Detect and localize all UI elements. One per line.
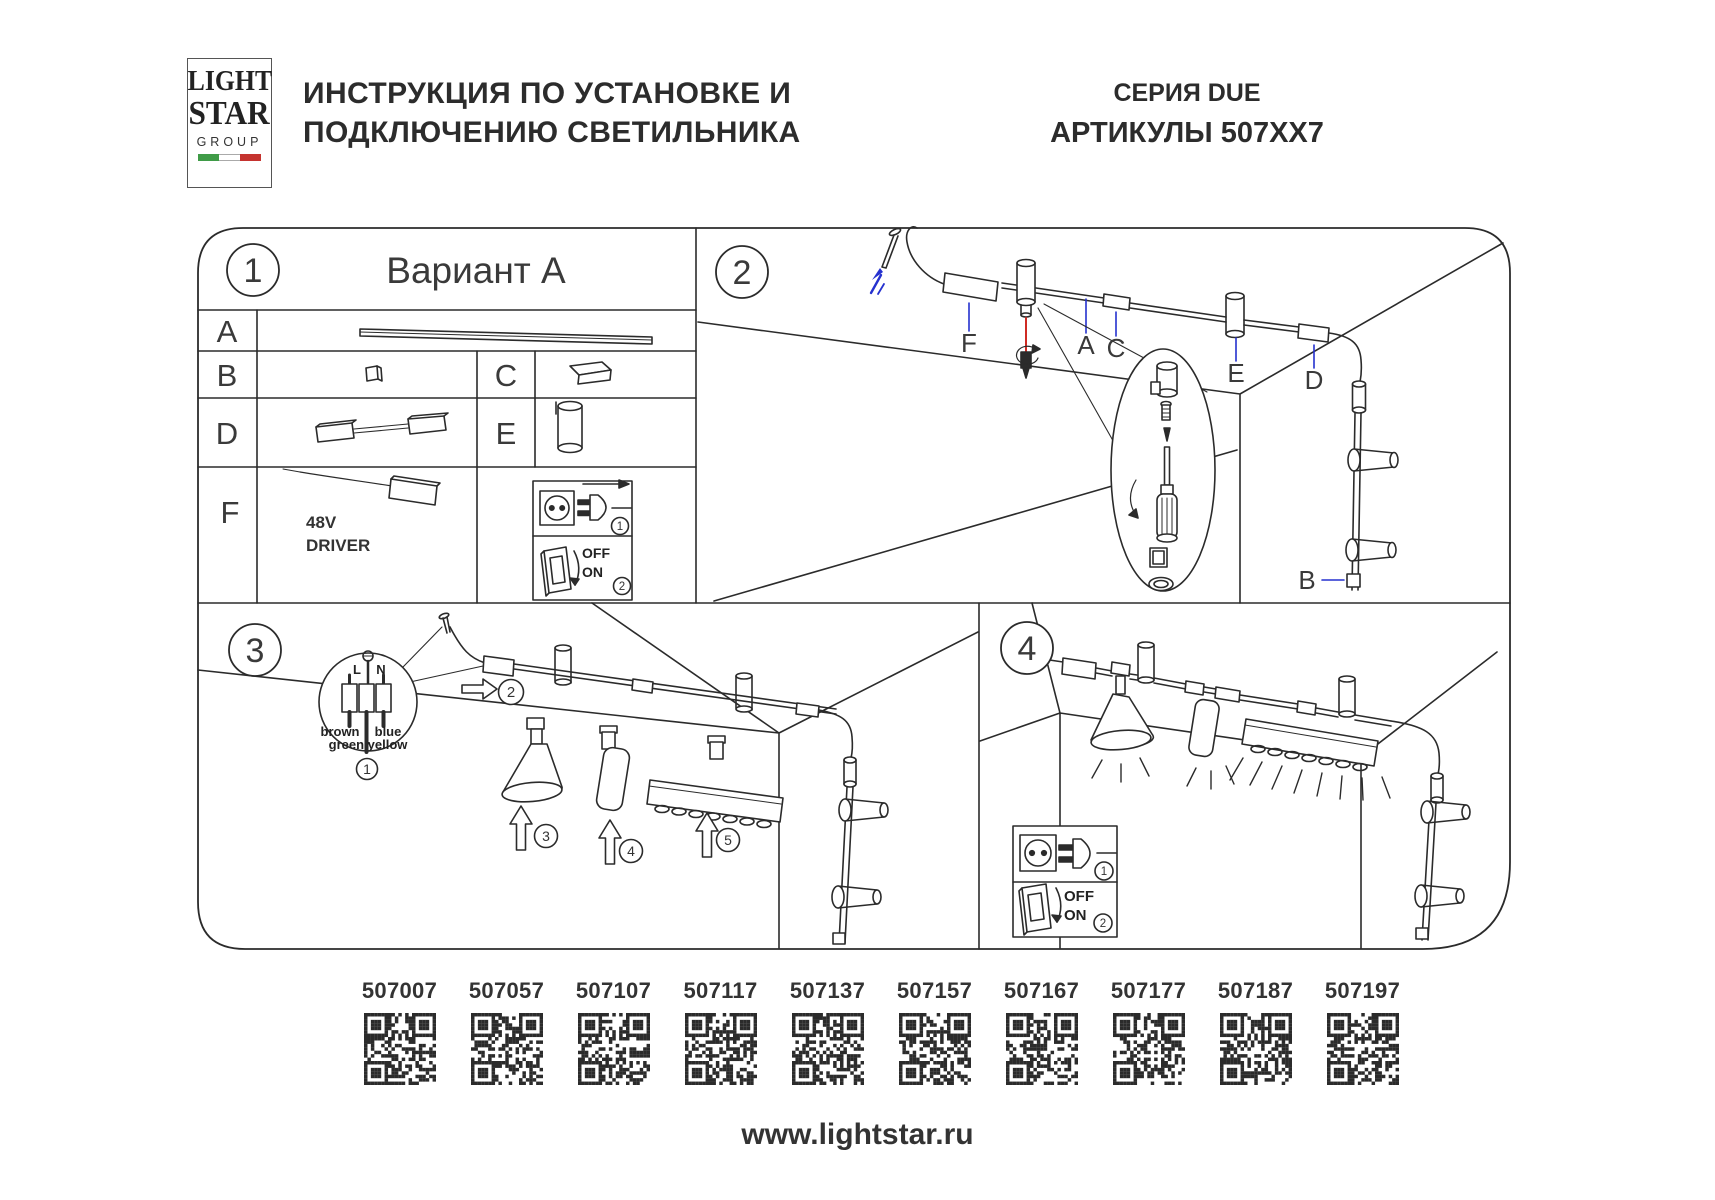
- wall-top-track: [514, 645, 836, 717]
- svg-text:1: 1: [363, 761, 371, 777]
- spot-lamp-icon: [1415, 885, 1464, 907]
- article-number: 507107: [575, 978, 652, 1003]
- svg-text:3: 3: [245, 632, 265, 670]
- svg-text:5: 5: [724, 832, 732, 848]
- row-label-b: B: [216, 358, 238, 393]
- wire-label-brown: brown: [320, 724, 360, 739]
- article-column: [667, 978, 774, 1085]
- part-b-clip-icon: [366, 366, 382, 381]
- panel-1-table: [198, 310, 696, 603]
- screw-fix-detail: [1017, 318, 1040, 378]
- svg-text:2: 2: [1099, 918, 1107, 930]
- logo-star: STAR: [188, 95, 271, 132]
- step-circle-wiring: [357, 759, 378, 780]
- switch-off-label: OFF: [1064, 888, 1094, 905]
- part-label-b: B: [1298, 565, 1316, 595]
- row-label-a: A: [216, 314, 238, 349]
- panel-2-drawing: [698, 227, 1503, 603]
- logo-light: LIGHT: [187, 66, 272, 97]
- article-number: 507187: [1217, 978, 1294, 1003]
- article-column: [1309, 978, 1416, 1085]
- step-circle-plug-1: [612, 518, 629, 535]
- magnifier-detail: [1038, 304, 1215, 591]
- spot-lamp-icon: [1421, 801, 1470, 823]
- article-column: [1095, 978, 1202, 1085]
- articles-row: [346, 978, 1416, 1085]
- qr-code: [471, 1013, 543, 1085]
- step-circle-cone: [535, 825, 558, 848]
- row-label-c: C: [494, 358, 518, 393]
- qr-code: [685, 1013, 757, 1085]
- svg-text:2: 2: [618, 581, 626, 593]
- article-column: [881, 978, 988, 1085]
- ceiling-hook-icon: [439, 612, 450, 633]
- panel-number-3: [229, 624, 281, 676]
- spot-lamp-icon: [832, 886, 881, 908]
- step-circle-switch-4: [1094, 914, 1112, 932]
- qr-code: [578, 1013, 650, 1085]
- corner-cable: [1391, 721, 1443, 803]
- spot-lamp-icon: [1346, 539, 1396, 561]
- wire-label-l: L: [353, 662, 361, 677]
- svg-text:1: 1: [616, 521, 624, 533]
- driver-voltage: 48V: [306, 513, 337, 532]
- part-label-d: D: [1304, 365, 1324, 395]
- light-rays-icon: [1092, 758, 1149, 782]
- panel-number-4: [1001, 622, 1053, 674]
- step-circle-switch-1: [614, 578, 631, 595]
- logo-group: GROUP: [196, 135, 263, 149]
- wire-label-n: N: [376, 662, 386, 677]
- series-name: СЕРИЯ DUE: [1113, 79, 1261, 107]
- driver-word: DRIVER: [306, 536, 371, 555]
- article-number: 507057: [468, 978, 545, 1003]
- up-arrow-icon: [599, 820, 621, 864]
- corner-cable: [819, 710, 856, 787]
- part-d-connector-icon: [316, 413, 448, 442]
- spot-lamp-icon: [1348, 449, 1398, 471]
- variant-title: Вариант A: [386, 250, 566, 291]
- cylinder-spot-icon: [595, 726, 630, 812]
- title-line-1: ИНСТРУКЦИЯ ПО УСТАНОВКЕ И: [303, 77, 792, 110]
- corner-connector-d: [1329, 333, 1366, 413]
- push-arrow-icon: [871, 268, 884, 294]
- cone-lamp-icon: [501, 718, 562, 804]
- wall-track-down: [832, 787, 888, 944]
- cylinder-spot-icon: [1187, 698, 1234, 789]
- svg-text:1: 1: [243, 252, 263, 290]
- article-column: [1202, 978, 1309, 1085]
- cone-lamp-icon: [1090, 676, 1153, 782]
- step-circle-slide: [499, 680, 524, 705]
- switch-off-label: OFF: [582, 545, 610, 561]
- qr-code: [1327, 1013, 1399, 1085]
- slide-arrow-icon: [462, 679, 497, 699]
- qr-code: [1113, 1013, 1185, 1085]
- article-number: 507197: [1324, 978, 1401, 1003]
- article-column: [988, 978, 1095, 1085]
- article-number: 507157: [896, 978, 973, 1003]
- row-label-d: D: [215, 416, 239, 451]
- qr-code: [1220, 1013, 1292, 1085]
- article-number: 507117: [683, 978, 758, 1003]
- wall-track-right: [1346, 413, 1398, 590]
- article-number: 507137: [789, 978, 866, 1003]
- part-f-driver-icon: [283, 469, 440, 505]
- article-column: [346, 978, 453, 1085]
- wire-label-blue: blue: [374, 724, 402, 739]
- ceiling-track: [1002, 260, 1329, 343]
- row-label-f: F: [220, 495, 240, 530]
- linear-lamp-icon: [647, 736, 783, 828]
- part-label-c: C: [1106, 333, 1126, 363]
- articles-title: АРТИКУЛЫ 507XX7: [1050, 117, 1324, 149]
- article-column: [560, 978, 667, 1085]
- footer-url: www.lightstar.ru: [741, 1118, 974, 1151]
- svg-text:2: 2: [732, 254, 752, 292]
- part-label-f: F: [961, 328, 977, 358]
- spot-lamp-icon: [839, 799, 888, 821]
- article-column: [453, 978, 560, 1085]
- step-circle-plug-4: [1095, 862, 1113, 880]
- qr-code: [792, 1013, 864, 1085]
- panel-number-2: [716, 246, 768, 298]
- part-e-standoff-icon: [556, 402, 582, 453]
- switch-on-label: ON: [582, 564, 603, 580]
- step-circle-linear: [717, 829, 740, 852]
- title-line-2: ПОДКЛЮЧЕНИЮ СВЕТИЛЬНИКА: [303, 116, 801, 149]
- svg-text:1: 1: [1100, 866, 1108, 878]
- article-number: 507007: [361, 978, 438, 1003]
- panel-4-drawing: [980, 603, 1497, 948]
- up-arrow-icon: [510, 806, 532, 850]
- part-label-e: E: [1227, 358, 1245, 388]
- step-circle-spot: [620, 840, 643, 863]
- article-column: [774, 978, 881, 1085]
- svg-text:4: 4: [627, 843, 635, 859]
- article-number: 507167: [1003, 978, 1080, 1003]
- svg-text:4: 4: [1017, 630, 1037, 668]
- wall-track-down: [1415, 801, 1470, 940]
- row-label-e: E: [495, 416, 517, 451]
- part-a-track-icon: [360, 329, 652, 344]
- nail-icon: [882, 227, 901, 268]
- part-c-bracket-icon: [570, 362, 611, 384]
- wire-label-green-yellow: green yellow: [328, 737, 408, 752]
- switch-on-label: ON: [1064, 907, 1087, 924]
- panel-number-1: [227, 244, 279, 296]
- qr-code: [1006, 1013, 1078, 1085]
- svg-text:3: 3: [542, 828, 550, 844]
- panel-3-drawing: [198, 603, 978, 948]
- qr-code: [899, 1013, 971, 1085]
- linear-lamp-icon: [1230, 719, 1390, 800]
- driver-box: [483, 656, 514, 676]
- svg-text:2: 2: [506, 684, 516, 701]
- light-rays-icon: [1187, 766, 1234, 789]
- qr-code: [364, 1013, 436, 1085]
- part-label-a: A: [1077, 330, 1095, 360]
- article-number: 507177: [1110, 978, 1187, 1003]
- driver-box: [943, 273, 998, 301]
